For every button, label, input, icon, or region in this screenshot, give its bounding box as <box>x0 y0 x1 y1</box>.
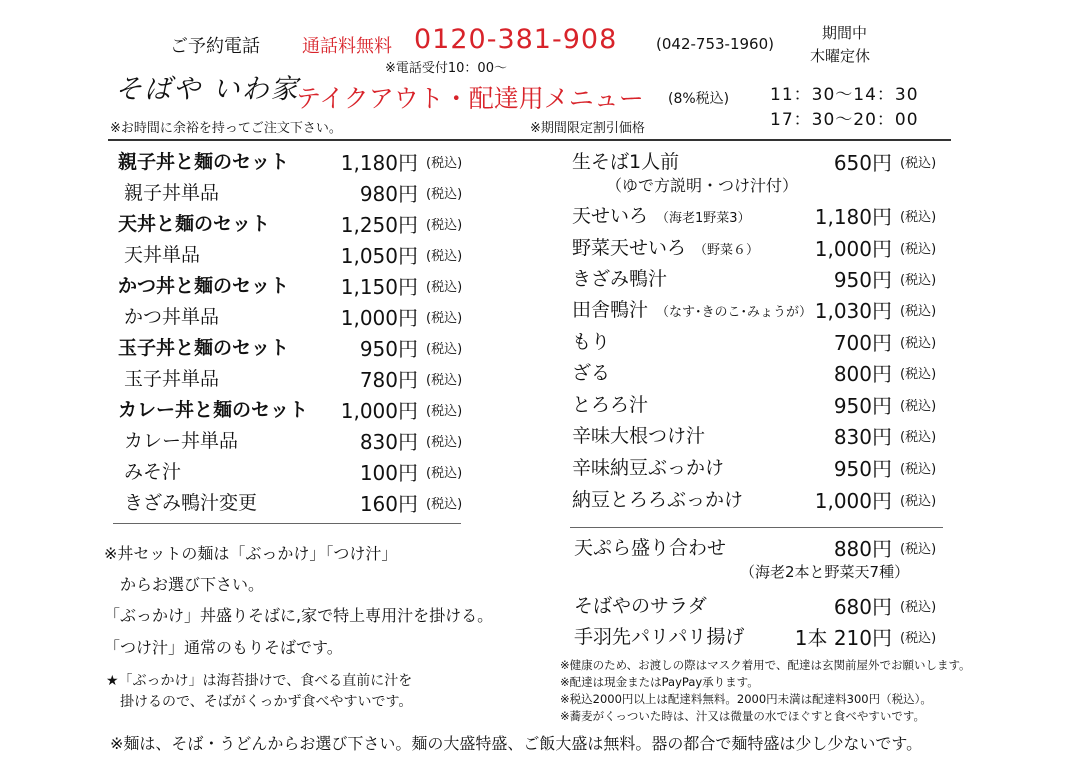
menu-item-name <box>572 201 751 228</box>
tax-label: (税込) <box>426 156 463 171</box>
free-call-label: 通話料無料 <box>302 36 392 57</box>
tax-label: (税込) <box>900 462 937 477</box>
left-menu-item <box>118 302 478 332</box>
tax-label: (税込) <box>900 600 937 615</box>
menu-item-price: 1,250円 <box>340 213 418 237</box>
menu-item-price: 1,050円 <box>340 244 418 268</box>
left-menu-item <box>118 395 478 425</box>
menu-item-name <box>572 358 610 385</box>
menu-item-price: 950円 <box>833 457 892 481</box>
menu-item-name: そばやのサラダ <box>574 595 707 617</box>
menu-item-title: 生そば1人前 <box>572 151 680 173</box>
tax-label: (税込) <box>900 273 937 288</box>
menu-item-name: みそ汁 <box>124 461 182 483</box>
menu-item-title: 辛味納豆ぶっかけ <box>572 457 725 479</box>
menu-item-name: 天丼と麺のセット <box>118 213 271 235</box>
menu-item-price: 700円 <box>833 331 892 355</box>
tax-label: (税込) <box>900 304 937 319</box>
menu-item-title: 田舎鴨汁 <box>572 299 649 321</box>
menu-item-price: 1本 210円 <box>794 626 892 650</box>
header-divider <box>108 139 951 141</box>
tax-label: (税込) <box>426 435 463 450</box>
left-note-2: からお選び下さい。 <box>104 575 265 594</box>
menu-item-name: 天丼単品 <box>124 244 201 266</box>
order-note: ※お時間に余裕を持ってご注文下さい。 <box>110 121 342 136</box>
right-menu-item <box>572 327 952 357</box>
menu-item-name <box>572 147 679 174</box>
left-menu-item <box>118 426 478 456</box>
left-note-3: 「ぶっかけ」丼盛りそばに,家で特上専用汁を掛ける。 <box>104 606 494 625</box>
menu-item-price: 160円 <box>359 492 418 516</box>
tax-label: (税込) <box>426 280 463 295</box>
right-menu-extra-item <box>574 622 952 652</box>
left-menu-item <box>118 271 478 301</box>
menu-item-title: もり <box>572 331 611 353</box>
tax-label: (税込) <box>426 466 463 481</box>
menu-item-name <box>572 233 759 260</box>
menu-item-title: とろろ汁 <box>572 394 649 416</box>
free-phone-number[interactable]: 0120-381-908 <box>414 24 618 55</box>
tax-label: (税込) <box>900 631 937 646</box>
menu-item-price: 950円 <box>833 394 892 418</box>
tax-label: (税込) <box>900 399 937 414</box>
menu-item-name: かつ丼単品 <box>124 306 220 328</box>
menu-item-price: 1,000円 <box>814 489 892 513</box>
tax-label: (税込) <box>426 497 463 512</box>
right-note-3: ※税込2000円以上は配達料無料。2000円未満は配達料300円（税込）。 <box>560 692 932 706</box>
right-menu-item <box>572 201 952 231</box>
menu-item-title: ざる <box>572 362 611 384</box>
left-menu-item <box>118 240 478 270</box>
hours-dinner: 17：30～20：00 <box>770 110 919 130</box>
tax-label: (税込) <box>900 210 937 225</box>
right-menu-item <box>572 390 952 420</box>
menu-item-price: 800円 <box>833 362 892 386</box>
left-menu-item <box>118 178 478 208</box>
star-note-2: 掛けるので、そばがくっかず食べやすいです。 <box>106 694 413 710</box>
menu-item-name <box>572 327 610 354</box>
menu-item-price: 1,150円 <box>340 275 418 299</box>
right-menu-extra-item <box>574 591 952 621</box>
left-menu-item <box>118 488 478 518</box>
menu-item-name <box>572 453 724 480</box>
menu-item-note: （なす･きのこ･みょうが） <box>656 305 813 320</box>
right-menu-extra-item <box>574 533 952 563</box>
menu-item-price: 1,180円 <box>814 205 892 229</box>
menu-item-name: 親子丼単品 <box>124 182 220 204</box>
menu-item-name: 玉子丼単品 <box>124 368 220 390</box>
menu-item-price: 950円 <box>833 268 892 292</box>
closed-day: 木曜定休 <box>810 47 871 65</box>
tax-label: (税込) <box>426 187 463 202</box>
menu-item-name: きざみ鴨汁変更 <box>124 492 258 514</box>
menu-item-name: 天ぷら盛り合わせ <box>574 537 727 559</box>
menu-item-price: 1,000円 <box>340 399 418 423</box>
menu-item-title: 天せいろ <box>572 205 649 227</box>
phone-hours: ※電話受付10：00～ <box>385 61 507 76</box>
right-menu-item <box>572 358 952 388</box>
tax-note: (8%税込) <box>668 91 730 107</box>
right-menu-item <box>572 453 952 483</box>
local-phone-number[interactable]: (042-753-1960) <box>656 35 774 53</box>
menu-item-title: 野菜天せいろ <box>572 237 687 259</box>
menu-item-name <box>572 485 743 512</box>
menu-item-subnote: （海老2本と野菜天7種） <box>740 563 910 581</box>
menu-item-price: 100円 <box>359 461 418 485</box>
right-note-1: ※健康のため、お渡しの際はマスク着用で、配達は玄関前屋外でお願いします。 <box>560 658 971 672</box>
tax-label: (税込) <box>900 242 937 257</box>
right-menu-item <box>572 421 952 451</box>
footer-note: ※麺は、そば・うどんからお選び下さい。麺の大盛特盛、ご飯大盛は無料。器の都合で麺特盛は少し少ないです。 <box>110 734 923 753</box>
menu-item-name: 手羽先パリパリ揚げ <box>574 626 745 648</box>
menu-item-name <box>572 390 648 417</box>
left-menu-item <box>118 209 478 239</box>
period-label: 期間中 <box>822 24 868 42</box>
menu-item-name <box>572 421 705 448</box>
right-menu-item <box>572 485 952 515</box>
menu-item-price: 780円 <box>359 368 418 392</box>
reservation-label: ご予約電話 <box>170 36 260 57</box>
left-menu-item <box>118 457 478 487</box>
menu-item-name: カレー丼単品 <box>124 430 239 452</box>
tax-label: (税込) <box>426 311 463 326</box>
tax-label: (税込) <box>426 373 463 388</box>
hours-lunch: 11：30～14：30 <box>770 85 919 105</box>
star-note-1: ★「ぶっかけ」は海苔掛けで、食べる直前に汁を <box>106 673 413 689</box>
menu-item-price: 830円 <box>833 425 892 449</box>
menu-item-name <box>572 295 812 322</box>
left-note-4: 「つけ汁」通常のもりそばです。 <box>104 638 343 657</box>
left-menu-item <box>118 364 478 394</box>
tax-label: (税込) <box>426 404 463 419</box>
left-divider <box>113 523 461 524</box>
left-menu-item <box>118 333 478 363</box>
tax-label: (税込) <box>426 249 463 264</box>
right-divider <box>570 527 943 528</box>
menu-item-name: 玉子丼と麺のセット <box>118 337 290 359</box>
left-note-1: ※丼セットの麺は「ぶっかけ」「つけ汁」 <box>104 544 398 563</box>
menu-item-price: 830円 <box>359 430 418 454</box>
tax-label: (税込) <box>900 494 937 509</box>
menu-item-price: 650円 <box>833 151 892 175</box>
menu-item-name: カレー丼と麺のセット <box>118 399 309 421</box>
menu-item-price: 950円 <box>359 337 418 361</box>
tax-label: (税込) <box>900 336 937 351</box>
menu-item-title: 辛味大根つけ汁 <box>572 425 706 447</box>
discount-note: ※期間限定割引価格 <box>530 121 645 136</box>
right-menu-item <box>572 233 952 263</box>
menu-item-price: 1,000円 <box>814 237 892 261</box>
menu-item-note: （野菜６） <box>694 243 760 258</box>
menu-item-price: 680円 <box>833 595 892 619</box>
tax-label: (税込) <box>900 367 937 382</box>
menu-item-title: 納豆とろろぶっかけ <box>572 489 744 511</box>
right-note-4: ※蕎麦がくっついた時は、汁又は微量の水でほぐすと食べやすいです。 <box>560 709 925 723</box>
menu-item-price: 980円 <box>359 182 418 206</box>
tax-label: (税込) <box>426 342 463 357</box>
menu-item-name <box>572 264 667 291</box>
menu-item-price: 880円 <box>833 537 892 561</box>
tax-label: (税込) <box>900 430 937 445</box>
shop-logo: そばや いわ家 <box>115 74 300 105</box>
tax-label: (税込) <box>900 156 937 171</box>
menu-item-price: 1,000円 <box>340 306 418 330</box>
menu-item-name: かつ丼と麺のセット <box>118 275 290 297</box>
menu-item-name: 親子丼と麺のセット <box>118 151 290 173</box>
right-note-2: ※配達は現金またはPayPay承ります。 <box>560 675 759 689</box>
menu-item-price: 1,030円 <box>814 299 892 323</box>
menu-item-note: （海老1野菜3） <box>656 211 751 226</box>
right-menu-item <box>572 295 952 325</box>
left-menu-item <box>118 147 478 177</box>
tax-label: (税込) <box>900 542 937 557</box>
menu-title: テイクアウト・配達用メニュー <box>296 84 644 113</box>
tax-label: (税込) <box>426 218 463 233</box>
menu-item-title: きざみ鴨汁 <box>572 268 668 290</box>
right-menu-item <box>572 264 952 294</box>
menu-item-price: 1,180円 <box>340 151 418 175</box>
menu-item-subnote: （ゆで方説明・つけ汁付） <box>606 176 799 195</box>
